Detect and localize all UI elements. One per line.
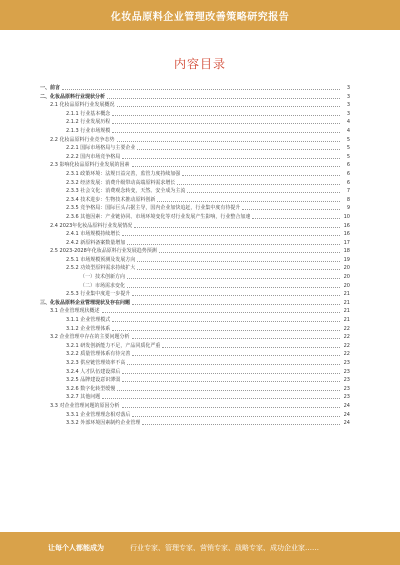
- toc-leader-dots: [177, 179, 340, 185]
- toc-page-number: 23: [343, 385, 350, 392]
- toc-entry[interactable]: [40, 299, 350, 308]
- toc-entry[interactable]: [40, 179, 350, 188]
- toc-page-number: 6: [346, 170, 350, 177]
- toc-entry-title: 2.3.6 其他因素：产业链协同、市场环境变化等对行业发展产生影响，行业整合加速: [66, 213, 251, 220]
- toc-entry[interactable]: [40, 239, 350, 248]
- toc-page-number: 10: [343, 213, 350, 220]
- toc-page-number: 24: [343, 411, 350, 418]
- toc-leader-dots: [117, 136, 340, 142]
- toc-page-number: 20: [343, 265, 350, 272]
- toc-entry-title: 三、化妆品原料企业管理现状及存在问题: [40, 299, 131, 306]
- toc-page-number: 7: [346, 188, 350, 195]
- toc-leader-dots: [157, 196, 340, 202]
- toc-leader-dots: [142, 419, 340, 425]
- toc-leader-dots: [62, 84, 340, 90]
- toc-leader-dots: [122, 368, 340, 374]
- toc-leader-dots: [122, 230, 340, 236]
- toc-entry[interactable]: [40, 273, 350, 282]
- toc-leader-dots: [137, 256, 340, 262]
- toc-entry-title: 2.2.2 国内市场竞争格局: [66, 153, 121, 160]
- toc-leader-dots: [132, 333, 340, 339]
- toc-entry-title: 3.2.7 其他问题: [66, 394, 101, 401]
- toc-heading: 内容目录: [173, 57, 226, 71]
- toc-entry[interactable]: [40, 187, 350, 196]
- toc-leader-dots: [132, 290, 340, 296]
- toc-page-number: 4: [346, 119, 350, 126]
- toc-entry-title: 2.1.1 行业基本概念: [66, 110, 111, 117]
- toc-entry-title: 2.4 2023年化妆品原料行业发展情况: [50, 222, 133, 229]
- toc-entry[interactable]: [40, 368, 350, 377]
- toc-entry[interactable]: [40, 84, 350, 93]
- toc-entry-title: 3.2.4 人才队伍建设滞后: [66, 368, 121, 375]
- toc-page-number: 3: [346, 93, 350, 100]
- toc-entry-title: 3.3.1 企业管理理念相对落后: [66, 411, 131, 418]
- toc-leader-dots: [127, 273, 340, 279]
- toc-entry[interactable]: [40, 110, 350, 119]
- toc-entry-title: 2.4.2 新原料备案数量增加: [66, 239, 126, 246]
- toc-leader-dots: [112, 118, 340, 124]
- toc-leader-dots: [102, 307, 340, 313]
- toc-page-number: 5: [346, 145, 350, 152]
- toc-entry-title: 2.5 2023-2028年化妆品原料行业发展趋势预测: [50, 248, 157, 255]
- toc-page-number: 9: [346, 205, 350, 212]
- toc-entry-title: 3.3 对企业管理问题的原因分析: [50, 402, 120, 409]
- toc-leader-dots: [132, 350, 340, 356]
- toc-entry-title: 2.5.1 市场规模预测及发展方向: [66, 256, 136, 263]
- toc-entry-title: 2.3.4 技术进步：生物技术推动原料创新: [66, 196, 156, 203]
- header-bar: [0, 0, 400, 30]
- toc-page-number: 3: [346, 110, 350, 117]
- toc-entry[interactable]: [40, 290, 350, 299]
- toc-leader-dots: [117, 385, 340, 391]
- toc-entry[interactable]: [40, 213, 350, 222]
- toc-entry-title: （一）技术创新方向: [80, 274, 126, 281]
- toc-leader-dots: [127, 239, 340, 245]
- toc-page-number: 16: [343, 231, 350, 238]
- toc-leader-dots: [132, 299, 340, 305]
- toc-entry[interactable]: [40, 393, 350, 402]
- toc-page-number: 17: [343, 239, 350, 246]
- footer-bar: [0, 532, 400, 565]
- toc-page-number: 5: [346, 153, 350, 160]
- toc-entry-title: 2.3.2 经济发展：消费升级带动高端原料需求增长: [66, 179, 176, 186]
- toc-entry[interactable]: [40, 118, 350, 127]
- toc-leader-dots: [132, 411, 340, 417]
- toc-entry[interactable]: [40, 282, 350, 291]
- toc-entry-title: 2.5.3 行业集中度进一步提升: [66, 291, 131, 298]
- toc-entry[interactable]: [40, 256, 350, 265]
- toc-entry[interactable]: [40, 385, 350, 394]
- toc-entry[interactable]: [40, 359, 350, 368]
- toc-page-number: 23: [343, 360, 350, 366]
- toc-page-number: 24: [343, 402, 350, 409]
- toc-leader-dots: [242, 204, 340, 210]
- toc-page-number: 19: [343, 256, 350, 263]
- report-title: 化妆品原料企业管理改善策略研究报告: [110, 12, 290, 23]
- toc-page-number: 8: [346, 196, 350, 203]
- toc-entry-title: 2.3.5 竞争格局：国际巨头占据主导，国内企业加快追赶，行业集中度有待提升: [66, 205, 241, 212]
- toc-entry-title: 3.1.1 企业管理模式: [66, 317, 111, 324]
- toc-page-number: 21: [343, 299, 350, 306]
- table-of-contents: [40, 84, 350, 428]
- toc-entry[interactable]: [40, 196, 350, 205]
- toc-entry-title: 3.2.3 供应链管理效率不高: [66, 360, 126, 366]
- toc-page-number: 20: [343, 282, 350, 289]
- toc-entry[interactable]: [40, 204, 350, 213]
- toc-leader-dots: [159, 247, 340, 253]
- toc-entry-title: 二、化妆品原料行业现状分析: [40, 93, 106, 100]
- toc-entry[interactable]: [40, 136, 350, 145]
- toc-page-number: 5: [346, 136, 350, 143]
- toc-entry-title: 3.2.6 数字化转型缓慢: [66, 385, 116, 392]
- toc-entry-title: 一、前言: [40, 85, 61, 91]
- toc-page-number: 3: [346, 85, 350, 91]
- toc-leader-dots: [102, 393, 340, 399]
- toc-page-number: 22: [343, 325, 350, 332]
- toc-page-number: 23: [343, 377, 350, 384]
- toc-page-number: 6: [346, 179, 350, 186]
- toc-page-number: 18: [343, 248, 350, 255]
- toc-entry-title: 3.2.5 品牌建设意识薄弱: [66, 377, 121, 384]
- toc-leader-dots: [112, 110, 340, 116]
- toc-page-number: 21: [343, 317, 350, 324]
- toc-entry[interactable]: [40, 170, 350, 179]
- toc-page-number: 22: [343, 351, 350, 358]
- toc-entry[interactable]: [40, 222, 350, 231]
- toc-page-number: 6: [346, 162, 350, 169]
- footer-slogan-left: 让每个人都能成为: [48, 544, 104, 552]
- toc-leader-dots: [112, 325, 340, 331]
- toc-page-number: 22: [343, 342, 350, 349]
- toc-page-number: 23: [343, 394, 350, 401]
- toc-entry[interactable]: [40, 419, 350, 428]
- toc-page-number: 23: [343, 368, 350, 375]
- toc-entry-title: 2.1.2 行业发展历程: [66, 119, 111, 126]
- toc-page-number: 20: [343, 274, 350, 281]
- toc-entry-title: 3.2 企业管理中存在的主要问题分析: [50, 334, 130, 341]
- toc-entry-title: 2.2.1 国际市场格局与主要企业: [66, 145, 136, 152]
- toc-entry[interactable]: [40, 264, 350, 273]
- toc-leader-dots: [122, 376, 340, 382]
- toc-entry[interactable]: [40, 342, 350, 351]
- toc-leader-dots: [112, 127, 340, 133]
- toc-leader-dots: [127, 282, 340, 288]
- toc-page-number: 21: [343, 308, 350, 315]
- toc-leader-dots: [134, 222, 340, 228]
- toc-page-number: 3: [346, 102, 350, 109]
- toc-entry[interactable]: [40, 316, 350, 325]
- toc-entry[interactable]: [40, 230, 350, 239]
- toc-entry-title: 3.2.1 研发创新能力不足，产品同质化严重: [66, 342, 161, 349]
- toc-entry-title: 3.1 企业管理现状概述: [50, 308, 100, 315]
- toc-leader-dots: [127, 359, 340, 365]
- toc-entry[interactable]: [40, 161, 350, 170]
- toc-leader-dots: [182, 170, 340, 176]
- toc-entry[interactable]: [40, 325, 350, 334]
- toc-page-number: 21: [343, 291, 350, 298]
- toc-leader-dots: [117, 101, 340, 107]
- toc-entry[interactable]: [40, 333, 350, 342]
- toc-entry-title: （二）市场需求变化: [80, 282, 126, 289]
- toc-leader-dots: [132, 161, 340, 167]
- footer-slogan-right: 行业专家、管理专家、营销专家、战略专家、成功企业家……: [130, 544, 319, 552]
- toc-leader-dots: [122, 402, 340, 408]
- toc-entry-title: 2.4.1 市场规模持续增长: [66, 231, 121, 238]
- toc-leader-dots: [137, 144, 340, 150]
- toc-entry[interactable]: [40, 127, 350, 136]
- toc-page-number: 22: [343, 334, 350, 341]
- toc-entry-title: 2.2 化妆品原料行业竞争态势: [50, 136, 115, 143]
- toc-entry-title: 3.2.2 质量管理体系有待完善: [66, 351, 131, 358]
- toc-entry-title: 3.3.2 外部环境因素制约企业管理: [66, 420, 141, 427]
- toc-entry-title: 2.1.3 行业市场规模: [66, 127, 111, 134]
- toc-entry[interactable]: [40, 153, 350, 162]
- toc-entry-title: 2.3 影响化妆品原料行业发展的因素: [50, 162, 130, 169]
- toc-entry[interactable]: [40, 402, 350, 411]
- toc-entry-title: 2.5.2 功效型原料需求持续扩大: [66, 265, 136, 272]
- toc-entry-title: 2.1 化妆品原料行业发展概况: [50, 102, 115, 109]
- toc-page-number: 4: [346, 127, 350, 134]
- toc-leader-dots: [252, 213, 340, 219]
- toc-entry[interactable]: [40, 350, 350, 359]
- toc-page-number: 24: [343, 420, 350, 427]
- toc-leader-dots: [137, 264, 340, 270]
- toc-entry[interactable]: [40, 307, 350, 316]
- toc-entry-title: 2.3.3 社会文化：消费观念转变，天然、安全成为主流: [66, 188, 186, 195]
- toc-page-number: 16: [343, 222, 350, 229]
- toc-leader-dots: [107, 93, 340, 99]
- toc-entry[interactable]: [40, 101, 350, 110]
- toc-leader-dots: [187, 187, 340, 193]
- toc-entry[interactable]: [40, 411, 350, 420]
- toc-leader-dots: [112, 316, 340, 322]
- toc-entry-title: 3.1.2 企业管理体系: [66, 325, 111, 332]
- toc-leader-dots: [162, 342, 340, 348]
- toc-entry[interactable]: [40, 247, 350, 256]
- toc-entry-title: 2.3.1 政策环境：法规日益完善，监管力度持续加强: [66, 170, 181, 177]
- toc-entry[interactable]: [40, 144, 350, 153]
- toc-entry[interactable]: [40, 376, 350, 385]
- toc-entry[interactable]: [40, 93, 350, 102]
- toc-leader-dots: [122, 153, 340, 159]
